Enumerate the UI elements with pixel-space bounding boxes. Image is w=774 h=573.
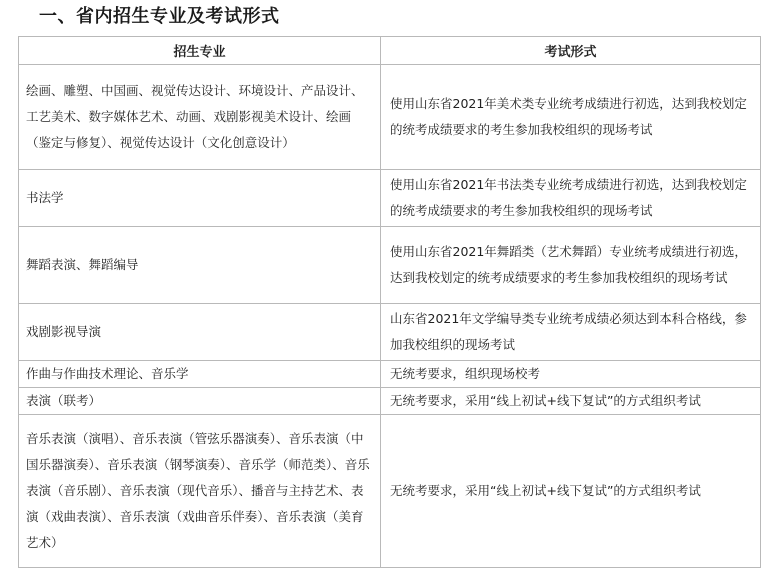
table-row <box>19 361 761 388</box>
major-cell: 作曲与作曲技术理论、音乐学 <box>19 361 381 388</box>
table-row <box>19 65 761 170</box>
table-row <box>19 227 761 304</box>
exam-cell: 无统考要求，采用“线上初试+线下复试”的方式组织考试 <box>381 388 761 415</box>
majors-table-container <box>18 36 760 568</box>
header-major: 招生专业 <box>19 37 381 65</box>
section-title: 一、省内招生专业及考试形式 <box>39 6 280 27</box>
header-exam: 考试形式 <box>381 37 761 65</box>
major-cell: 书法学 <box>19 170 381 227</box>
exam-cell: 使用山东省2021年舞蹈类（艺术舞蹈）专业统考成绩进行初选，达到我校划定的统考成绩要求的考生参加我校组织的现场考试 <box>381 227 761 304</box>
majors-table <box>18 36 761 568</box>
table-row <box>19 415 761 568</box>
exam-cell: 无统考要求，采用“线上初试+线下复试”的方式组织考试 <box>381 415 761 568</box>
major-cell: 戏剧影视导演 <box>19 304 381 361</box>
exam-cell: 山东省2021年文学编导类专业统考成绩必须达到本科合格线，参加我校组织的现场考试 <box>381 304 761 361</box>
table-row <box>19 388 761 415</box>
table-row <box>19 304 761 361</box>
major-cell: 舞蹈表演、舞蹈编导 <box>19 227 381 304</box>
exam-cell: 使用山东省2021年书法类专业统考成绩进行初选，达到我校划定的统考成绩要求的考生参加我校组织的现场考试 <box>381 170 761 227</box>
exam-cell: 无统考要求，组织现场校考 <box>381 361 761 388</box>
major-cell: 表演（联考） <box>19 388 381 415</box>
table-row <box>19 170 761 227</box>
major-cell: 音乐表演（演唱）、音乐表演（管弦乐器演奏）、音乐表演（中国乐器演奏）、音乐表演（钢琴演奏）、音乐学（师范类）、音乐表演（音乐剧）、音乐表演（现代音乐）、播音与主持艺术、表演（戏曲表演）、音乐表演（戏曲音乐伴奏）、音乐表演（美育艺术） <box>19 415 381 568</box>
major-cell: 绘画、雕塑、中国画、视觉传达设计、环境设计、产品设计、工艺美术、数字媒体艺术、动画、戏剧影视美术设计、绘画（鉴定与修复）、视觉传达设计（文化创意设计） <box>19 65 381 170</box>
exam-cell: 使用山东省2021年美术类专业统考成绩进行初选，达到我校划定的统考成绩要求的考生参加我校组织的现场考试 <box>381 65 761 170</box>
table-header-row <box>19 37 761 65</box>
